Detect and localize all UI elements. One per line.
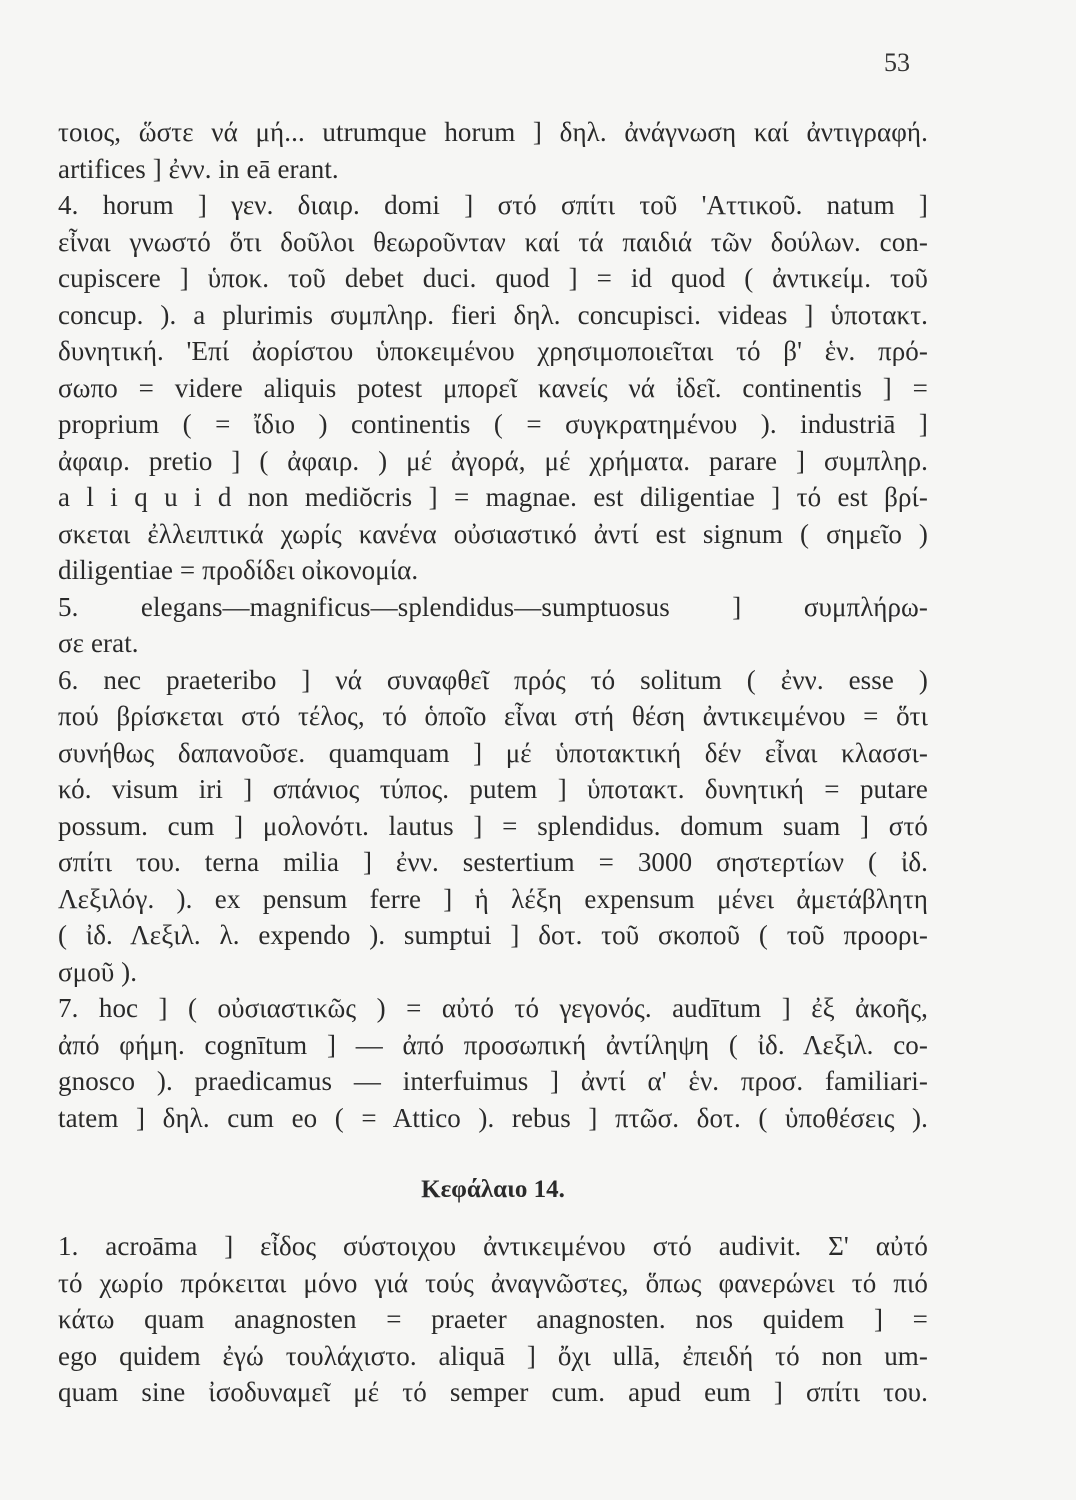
text-line: ἀπό φήμη. cognītum ] — ἀπό προσωπική ἀντίληψη ( ἰδ. Λεξιλ. co- bbox=[58, 1029, 928, 1060]
text-line: σμοῦ ). bbox=[58, 956, 138, 987]
text-line: concup. ). a plurimis συμπληρ. fieri δηλ. concupisci. videas ] ὑποτακτ. bbox=[58, 299, 928, 330]
text-line: gnosco ). praedicamus — interfuimus ] ἀντί α' ἑν. προσ. familiari- bbox=[58, 1066, 928, 1096]
text-line: tatem ] δηλ. cum eo ( = Attico ). rebus ] πτῶσ. δοτ. ( ὑποθέσεις ). bbox=[58, 1102, 928, 1133]
text-line: 1. acroāma ] εἶδος σύστοιχου ἀντικειμένου στό audivit. Σ' αὐτό bbox=[58, 1231, 928, 1261]
text-line: 7. hoc ] ( οὐσιαστικῶς ) = αὐτό τό γεγονός. audītum ] ἐξ ἀκοῆς, bbox=[58, 993, 928, 1023]
text-line: artifices ] ἐνν. in eā erant. bbox=[58, 153, 339, 184]
chapter-heading: Κεφάλαιο 14. bbox=[421, 1176, 565, 1203]
commentary-text bbox=[58, 114, 928, 1411]
text-line: κό. visum iri ] σπάνιος τύπος. putem ] ὑποτακτ. δυνητική = putare bbox=[58, 774, 928, 804]
text-line: 5. elegans—magnificus—splendidus—sumptuosus ] συμπλήρω- bbox=[58, 591, 928, 622]
text-line: 6. nec praeteribo ] νά συναφθεῖ πρός τό solitum ( ἐνν. esse ) bbox=[58, 664, 928, 695]
text-line: possum. cum ] μολονότι. lautus ] = splendidus. domum suam ] στό bbox=[58, 810, 928, 841]
text-line: quam sine ἰσοδυναμεῖ μέ τό semper cum. apud eum ] σπίτι του. bbox=[58, 1377, 928, 1407]
text-line: τό χωρίο πρόκειται μόνο γιά τούς ἀναγνῶστες, ὅπως φανερώνει τό πιό bbox=[58, 1267, 928, 1298]
text-line: Λεξιλόγ. ). ex pensum ferre ] ἡ λέξη expensum μένει ἀμετάβλητη bbox=[58, 883, 928, 914]
text-line: κάτω quam anagnosten = praeter anagnosten. nos quidem ] = bbox=[58, 1304, 928, 1334]
text-line: τοιος, ὥστε νά μή... utrumque horum ] δηλ. ἀνάγνωση καί ἀντιγραφή. bbox=[58, 117, 928, 147]
text-line: εἶναι γνωστό ὅτι δοῦλοι θεωροῦνταν καί τά παιδιά τῶν δούλων. con- bbox=[58, 226, 928, 257]
text-line: ἀφαιρ. pretio ] ( ἀφαιρ. ) μέ ἀγορά, μέ χρήματα. parare ] συμπληρ. bbox=[58, 445, 928, 476]
text-line: πού βρίσκεται στό τέλος, τό ὁποῖο εἶναι στή θέση ἀντικειμένου = ὅτι bbox=[58, 701, 928, 731]
text-line: συνήθως δαπανοῦσε. quamquam ] μέ ὑποτακτική δέν εἶναι κλασσι- bbox=[58, 737, 928, 768]
text-line: σκεται ἐλλειπτικά χωρίς κανένα οὐσιαστικό ἀντί est signum ( σημεῖο ) bbox=[58, 518, 928, 549]
text-line: σε erat. bbox=[58, 628, 139, 658]
text-line: σωπο = videre aliquis potest μπορεῖ κανείς νά ἰδεῖ. continentis ] = bbox=[58, 372, 928, 403]
text-line: ( ἰδ. Λεξιλ. λ. expendo ). sumptui ] δοτ. τοῦ σκοποῦ ( τοῦ προορι- bbox=[58, 920, 928, 950]
text-line: a l i q u i d non mediŏcris ] = magnae. est diligentiae ] τό est βρί- bbox=[58, 482, 928, 512]
text-line: ego quidem ἐγώ τουλάχιστο. aliquā ] ὄχι ullā, ἐπειδή τό non um- bbox=[58, 1340, 928, 1371]
text-line: proprium ( = ἴδιο ) continentis ( = συγκρατημένου ). industriā ] bbox=[58, 409, 928, 439]
text-line: diligentiae = προδίδει οἰκονομία. bbox=[58, 555, 419, 585]
text-line: δυνητική. 'Επί ἀορίστου ὑποκειμένου χρησιμοποιεῖται τό β' ἑν. πρό- bbox=[58, 336, 928, 366]
commentary-part-1 bbox=[58, 114, 928, 1136]
page-number: 53 bbox=[884, 48, 910, 77]
commentary-part-2 bbox=[58, 1228, 928, 1411]
text-line: cupiscere ] ὑποκ. τοῦ debet duci. quod ] = id quod ( ἀντικείμ. τοῦ bbox=[58, 263, 928, 293]
text-line: σπίτι του. terna milia ] ἐνν. sestertium = 3000 σηστερτίων ( ἰδ. bbox=[58, 847, 928, 877]
text-line: 4. horum ] γεν. διαιρ. domi ] στό σπίτι τοῦ 'Αττικοῦ. natum ] bbox=[58, 190, 928, 220]
